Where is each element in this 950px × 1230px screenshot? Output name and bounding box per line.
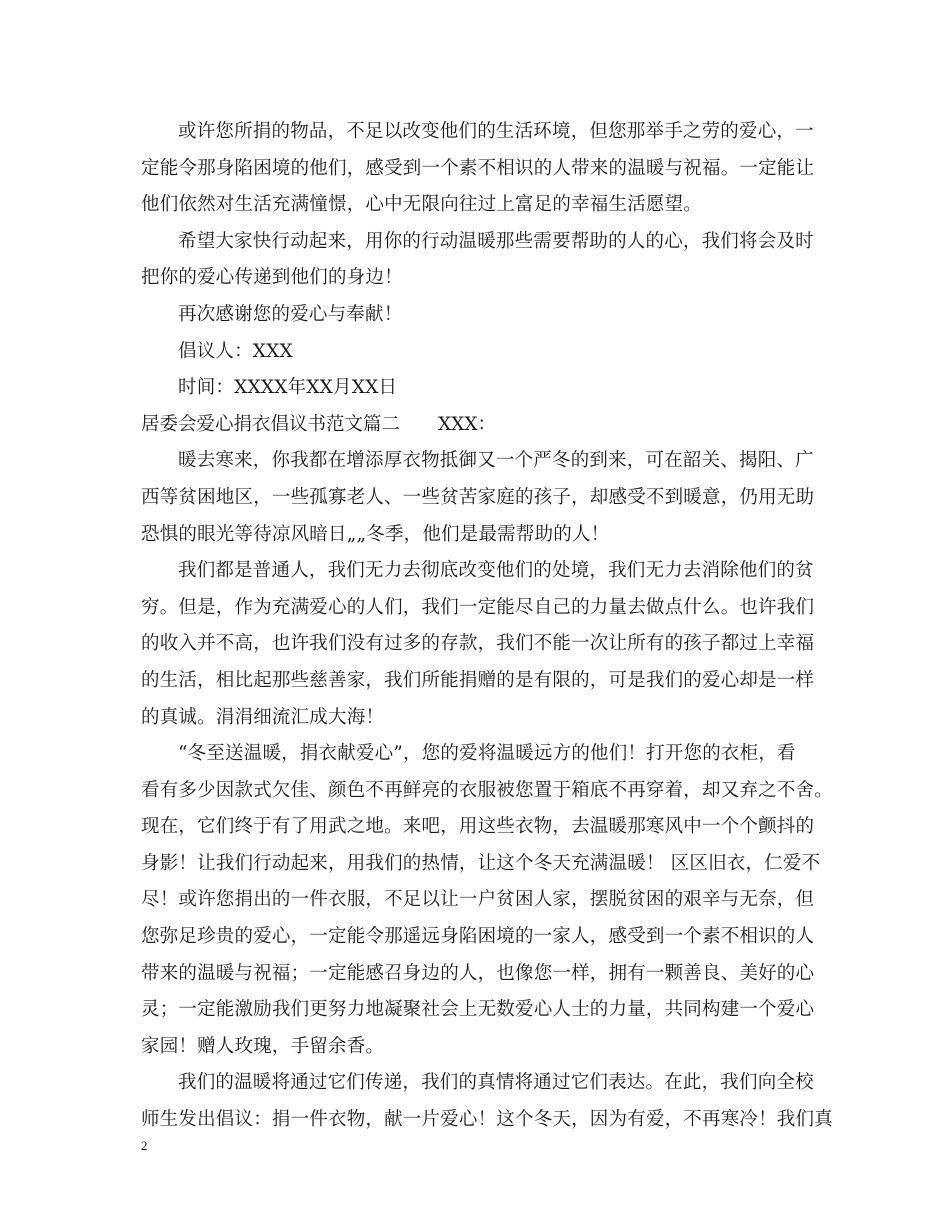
text-line: 的真诚。涓涓细流汇成大海！ <box>141 706 385 728</box>
text-line: 师生发出倡议：捐一件衣物，献一片爱心！这个冬天，因为有爱，不再寒冷！我们真 <box>141 1109 833 1131</box>
page-number: 2 <box>141 1138 148 1153</box>
text-line: 西等贫困地区，一些孤寡老人、一些贫苦家庭的孩子，却感受不到暖意，仍用无助 <box>141 486 815 508</box>
text-line: 看有多少因款式欠佳、颜色不再鲜亮的衣服被您置于箱底不再穿着，却又弃之不舍。 <box>141 779 833 801</box>
text-line: 的收入并不高，也许我们没有过多的存款，我们不能一次让所有的孩子都过上幸福 <box>141 633 815 655</box>
section-title: 居委会爱心捐衣倡议书范文篇二 <box>141 413 401 435</box>
text-line: 时间：XXXX年XX月XX日 <box>178 377 398 399</box>
text-line: 身影！让我们行动起来，用我们的热情，让这个冬天充满温暖！ 区区旧衣，仁爱不 <box>141 852 821 874</box>
paragraph-block-one <box>141 114 813 407</box>
text-line: 希望大家快行动起来，用你的行动温暖那些需要帮助的人的心，我们将会及时 <box>178 230 814 252</box>
text-line: 尽！或许您捐出的一件衣服，不足以让一户贫困人家，摆脱贫困的艰辛与无奈，但 <box>141 889 815 911</box>
text-line: 把你的爱心传递到他们的身边！ <box>141 267 403 289</box>
text-line: 现在，它们终于有了用武之地。来吧，用这些衣物，去温暖那寒风中一个个颤抖的 <box>141 816 815 838</box>
section-heading <box>141 407 813 444</box>
paragraph-block-two <box>141 443 833 1138</box>
text-line: 您弥足珍贵的爱心，一定能令那遥远身陷困境的一家人，感受到一个素不相识的人 <box>141 926 815 948</box>
text-line: 我们的温暖将通过它们传递，我们的真情将通过它们表达。在此，我们向全校 <box>178 1072 814 1094</box>
text-line: 灵；一定能激励我们更努力地凝聚社会上无数爱心人士的力量，共同构建一个爱心 <box>141 999 815 1021</box>
text-line: 再次感谢您的爱心与奉献！ <box>178 303 403 325</box>
text-line: 恐惧的眼光等待凉风暗日„„冬季，他们是最需帮助的人！ <box>141 523 610 545</box>
text-line: 的生活，相比起那些慈善家，我们所能捐赠的是有限的，可是我们的爱心却是一样 <box>141 669 815 691</box>
document-body <box>141 114 833 1139</box>
text-line: 穷。但是，作为充满爱心的人们，我们一定能尽自己的力量去做点什么。也许我们 <box>141 596 815 618</box>
text-line: 带来的温暖与祝福；一定能感召身边的人，也像您一样，拥有一颗善良、美好的心 <box>141 962 815 984</box>
text-line: 定能令那身陷困境的他们，感受到一个素不相识的人带来的温暖与祝福。一定能让 <box>141 157 815 179</box>
text-line: “冬至送温暖，捐衣献爱心”，您的爱将温暖远方的他们！打开您的衣柜，看 <box>178 743 796 765</box>
text-line: 或许您所捐的物品，不足以改变他们的生活环境，但您那举手之劳的爱心，一 <box>178 121 814 142</box>
text-line: 他们依然对生活充满憧憬，心中无限向往过上富足的幸福生活愿望。 <box>141 194 703 216</box>
text-line: 倡议人：XXX <box>178 340 293 362</box>
text-line: 我们都是普通人，我们无力去彻底改变他们的处境，我们无力去消除他们的贫 <box>178 560 814 582</box>
section-addressee: XXX： <box>438 413 497 435</box>
text-line: 家园！赠人玫瑰，手留余香。 <box>141 1035 385 1057</box>
text-line: 暖去寒来，你我都在增添厚衣物抵御又一个严冬的到来，可在韶关、揭阳、广 <box>178 450 814 472</box>
